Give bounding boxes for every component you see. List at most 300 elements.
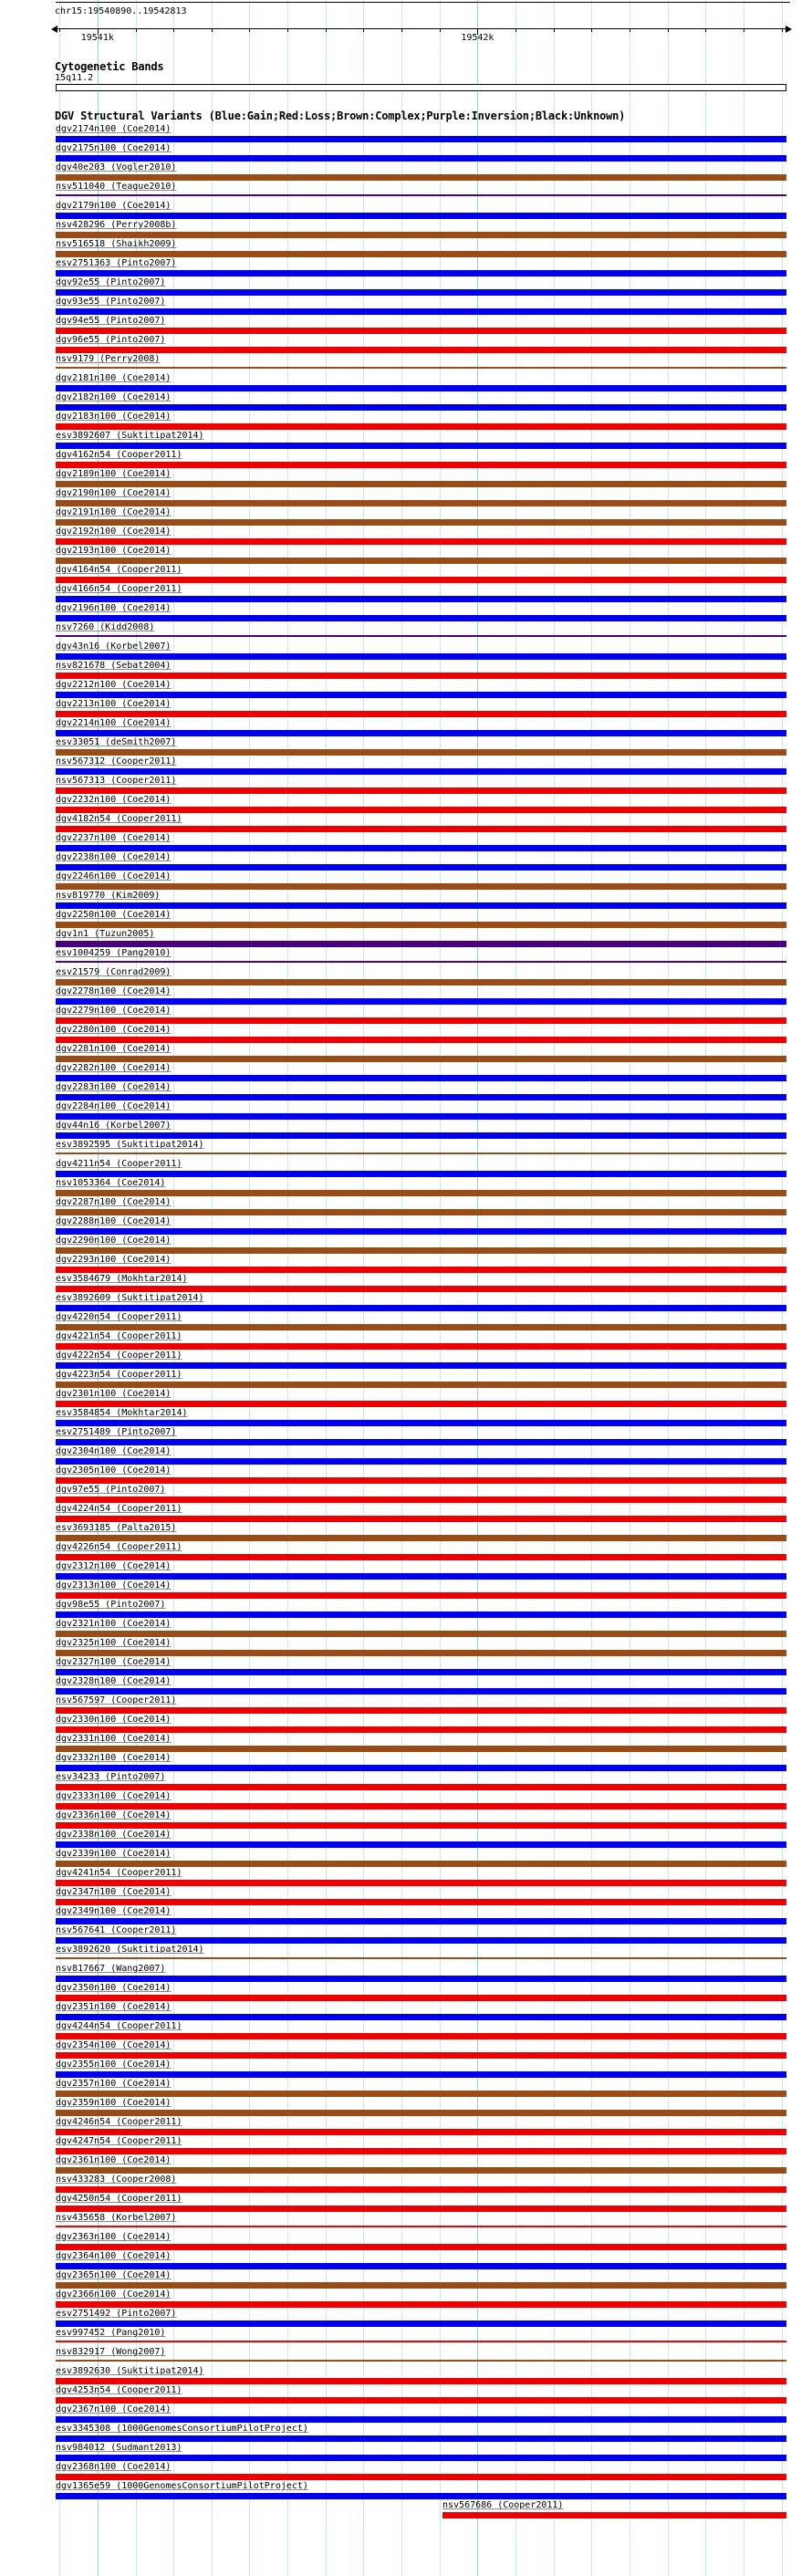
ruler-tick xyxy=(136,28,137,32)
variant-row xyxy=(0,353,812,372)
variant-row xyxy=(0,315,812,334)
variant-label[interactable]: dgv2364n100 (Coe2014) xyxy=(56,2251,172,2261)
variant-bar-loss[interactable] xyxy=(56,1803,786,1809)
variant-label[interactable]: dgv4211n54 (Cooper2011) xyxy=(56,1159,182,1169)
variant-bar-loss[interactable] xyxy=(56,1037,786,1043)
variant-label[interactable]: nsv516518 (Shaikh2009) xyxy=(56,239,177,249)
variant-bar-gain[interactable] xyxy=(56,1132,786,1139)
variant-row xyxy=(0,1388,812,1407)
variant-row xyxy=(0,832,812,851)
variant-bar-complex[interactable] xyxy=(56,500,786,506)
variant-label[interactable]: esv3345308 (1000GenomesConsortiumPilotProject) xyxy=(56,2424,308,2434)
variant-label[interactable]: dgv2191n100 (Coe2014) xyxy=(56,507,172,517)
variant-label[interactable]: dgv2367n100 (Coe2014) xyxy=(56,2404,172,2414)
variant-row xyxy=(0,276,812,296)
variant-row xyxy=(0,1580,812,1599)
variant-label[interactable]: dgv2339n100 (Coe2014) xyxy=(56,1849,172,1859)
variant-label[interactable]: dgv2327n100 (Coe2014) xyxy=(56,1657,172,1667)
variant-label[interactable]: dgv93e55 (Pinto2007) xyxy=(56,297,166,307)
variant-label[interactable]: dgv2361n100 (Coe2014) xyxy=(56,2155,172,2165)
variant-bar-loss[interactable] xyxy=(56,2052,786,2059)
variant-label[interactable]: dgv2312n100 (Coe2014) xyxy=(56,1561,172,1571)
variant-bar-complex[interactable] xyxy=(56,1209,786,1215)
variant-bar-gain[interactable] xyxy=(56,289,786,296)
variant-bar-inversion[interactable] xyxy=(56,635,786,637)
variant-bar-loss[interactable] xyxy=(56,1267,786,1273)
variant-row xyxy=(0,411,812,430)
variant-label[interactable]: esv3584854 (Mokhtar2014) xyxy=(56,1408,188,1418)
variant-bar-loss[interactable] xyxy=(56,2206,786,2212)
variant-bar-loss[interactable] xyxy=(56,2341,786,2342)
variant-row xyxy=(0,1982,812,2001)
variant-bar-gain[interactable] xyxy=(56,1937,786,1944)
variant-bar-loss[interactable] xyxy=(56,2148,786,2154)
variant-label[interactable]: nsv9179 (Perry2008) xyxy=(56,354,161,364)
variant-bar-gain[interactable] xyxy=(56,443,786,449)
variant-bar-loss[interactable] xyxy=(56,1401,786,1407)
variant-label[interactable]: nsv435658 (Korbel2007) xyxy=(56,2213,177,2223)
variant-label[interactable]: dgv2214n100 (Coe2014) xyxy=(56,718,172,728)
variant-label[interactable]: dgv4246n54 (Cooper2011) xyxy=(56,2117,182,2127)
variant-bar-complex[interactable] xyxy=(56,1056,786,1062)
variant-bar-loss[interactable] xyxy=(56,2033,786,2039)
variant-row xyxy=(0,1158,812,1177)
variant-row xyxy=(0,1407,812,1426)
variant-bar-gain[interactable] xyxy=(56,136,786,142)
variant-row xyxy=(0,641,812,660)
variant-label[interactable]: dgv2354n100 (Coe2014) xyxy=(56,2040,172,2050)
variant-bar-complex[interactable] xyxy=(56,1957,786,1959)
variant-bar-loss[interactable] xyxy=(56,2186,786,2193)
variant-bar-gain[interactable] xyxy=(56,864,786,871)
variant-bar-loss[interactable] xyxy=(56,1286,786,1292)
variant-bar-loss[interactable] xyxy=(56,462,786,468)
variant-label[interactable]: dgv2365n100 (Coe2014) xyxy=(56,2270,172,2280)
variant-label[interactable]: dgv2278n100 (Coe2014) xyxy=(56,986,172,996)
variant-label[interactable]: esv997452 (Pang2010) xyxy=(56,2328,166,2338)
variant-bar-gain[interactable] xyxy=(56,2416,786,2423)
variant-row xyxy=(0,2174,812,2193)
variant-label[interactable]: nsv7260 (Kidd2008) xyxy=(56,622,155,632)
variant-bar-loss[interactable] xyxy=(56,826,786,832)
variant-bar-gain[interactable] xyxy=(56,768,786,775)
variant-bar-gain[interactable] xyxy=(56,615,786,621)
variant-label[interactable]: dgv2196n100 (Coe2014) xyxy=(56,603,172,613)
variant-bar-gain[interactable] xyxy=(56,1611,786,1618)
variant-bar-loss[interactable] xyxy=(56,2474,786,2480)
variant-row xyxy=(0,1503,812,1522)
variant-bar-loss[interactable] xyxy=(56,1707,786,1714)
variant-label[interactable]: dgv4162n54 (Cooper2011) xyxy=(56,450,182,460)
variant-label[interactable]: dgv2212n100 (Coe2014) xyxy=(56,680,172,690)
variant-bar-loss[interactable] xyxy=(56,577,786,583)
ruler-tick-label: 19542k xyxy=(461,33,494,43)
variant-label[interactable]: esv3693185 (Palta2015) xyxy=(56,1523,177,1533)
variant-label[interactable]: nsv567312 (Cooper2011) xyxy=(56,756,177,767)
variant-label[interactable]: nsv1053364 (Coe2014) xyxy=(56,1178,166,1188)
variant-bar-loss[interactable] xyxy=(56,1822,786,1829)
variant-bar-complex[interactable] xyxy=(56,251,786,257)
variant-label[interactable]: nsv433283 (Cooper2008) xyxy=(56,2174,177,2185)
variant-bar-loss[interactable] xyxy=(56,1995,786,2001)
variant-label[interactable]: nsv428296 (Perry2008b) xyxy=(56,220,177,230)
variant-bar-loss[interactable] xyxy=(56,1784,786,1790)
variant-row xyxy=(0,1829,812,1848)
variant-label[interactable]: dgv2359n100 (Coe2014) xyxy=(56,2098,172,2108)
variant-bar-gain[interactable] xyxy=(56,2493,786,2499)
variant-label[interactable]: dgv2351n100 (Coe2014) xyxy=(56,2002,172,2012)
variant-label[interactable]: nsv984012 (Sudmant2013) xyxy=(56,2443,182,2453)
variant-bar-complex[interactable] xyxy=(56,883,786,890)
variant-row xyxy=(0,756,812,775)
variant-label[interactable]: esv33051 (deSmith2007) xyxy=(56,737,177,747)
variant-bar-gain[interactable] xyxy=(56,2014,786,2020)
variant-bar-loss[interactable] xyxy=(442,2512,786,2519)
variant-bar-complex[interactable] xyxy=(56,1861,786,1867)
variant-bar-complex[interactable] xyxy=(56,1190,786,1196)
variant-row xyxy=(0,1618,812,1637)
variant-label[interactable]: dgv2192n100 (Coe2014) xyxy=(56,527,172,537)
variant-bar-loss[interactable] xyxy=(56,423,786,430)
variant-bar-inversion[interactable] xyxy=(56,961,786,963)
variant-row xyxy=(0,2231,812,2250)
variant-bar-gain[interactable] xyxy=(56,404,786,411)
variant-label[interactable]: esv21579 (Conrad2009) xyxy=(56,967,172,977)
variant-bar-complex[interactable] xyxy=(56,2167,786,2174)
variant-bar-loss[interactable] xyxy=(56,711,786,717)
variant-row xyxy=(0,698,812,717)
variant-bar-gain[interactable] xyxy=(56,653,786,660)
variant-bar-loss[interactable] xyxy=(56,673,786,679)
variant-label[interactable]: dgv4220n54 (Cooper2011) xyxy=(56,1312,182,1322)
variant-label[interactable]: dgv40e203 (Vogler2010) xyxy=(56,162,177,172)
variant-label[interactable]: nsv821678 (Sebat2004) xyxy=(56,661,172,671)
variant-bar-loss[interactable] xyxy=(56,1017,786,1024)
variant-bar-gain[interactable] xyxy=(56,2320,786,2327)
variant-label[interactable]: dgv2355n100 (Coe2014) xyxy=(56,2060,172,2070)
variant-row xyxy=(0,296,812,315)
ruler-tick xyxy=(668,28,669,32)
variant-label[interactable]: esv1004259 (Pang2010) xyxy=(56,948,172,958)
variant-label[interactable]: dgv2182n100 (Coe2014) xyxy=(56,392,172,402)
variant-bar-gain[interactable] xyxy=(56,270,786,276)
variant-bar-complex[interactable] xyxy=(56,1746,786,1752)
variant-label[interactable]: dgv2301n100 (Coe2014) xyxy=(56,1389,172,1399)
ruler-tick xyxy=(705,28,706,32)
variant-label[interactable]: dgv4221n54 (Cooper2011) xyxy=(56,1331,182,1341)
variant-bar-gain[interactable] xyxy=(56,692,786,698)
variant-bar-complex[interactable] xyxy=(56,174,786,181)
variant-label[interactable]: dgv2279n100 (Coe2014) xyxy=(56,1006,172,1016)
variant-row xyxy=(0,1522,812,1541)
variant-label[interactable]: dgv2284n100 (Coe2014) xyxy=(56,1101,172,1111)
variant-bar-gain[interactable] xyxy=(56,1765,786,1771)
variant-row xyxy=(0,181,812,200)
variant-bar-complex[interactable] xyxy=(56,1324,786,1330)
variant-label[interactable]: dgv2357n100 (Coe2014) xyxy=(56,2079,172,2089)
variant-label[interactable]: dgv2213n100 (Coe2014) xyxy=(56,699,172,709)
variant-row xyxy=(0,1139,812,1158)
variant-row xyxy=(0,430,812,449)
variant-bar-loss[interactable] xyxy=(56,2226,786,2227)
variant-bar-loss[interactable] xyxy=(56,2301,786,2308)
variant-label[interactable]: dgv2321n100 (Coe2014) xyxy=(56,1619,172,1629)
variant-bar-gain[interactable] xyxy=(56,1688,786,1695)
variant-bar-gain[interactable] xyxy=(56,2071,786,2078)
variant-bar-complex[interactable] xyxy=(56,1382,786,1388)
variant-row xyxy=(0,391,812,411)
variant-bar-gain[interactable] xyxy=(56,1420,786,1426)
variant-bar-complex[interactable] xyxy=(56,481,786,487)
variant-label[interactable]: dgv96e55 (Pinto2007) xyxy=(56,335,166,345)
variant-label[interactable]: dgv2183n100 (Coe2014) xyxy=(56,412,172,422)
variant-label[interactable]: dgv2290n100 (Coe2014) xyxy=(56,1236,172,1246)
variant-row xyxy=(0,1311,812,1330)
variant-label[interactable]: nsv567686 (Cooper2011) xyxy=(442,2500,564,2510)
variant-label[interactable]: dgv2313n100 (Coe2014) xyxy=(56,1580,172,1590)
variant-row xyxy=(0,2480,812,2499)
variant-label[interactable]: dgv2330n100 (Coe2014) xyxy=(56,1715,172,1725)
variant-label[interactable]: dgv2338n100 (Coe2014) xyxy=(56,1830,172,1840)
variant-bar-complex[interactable] xyxy=(56,979,786,986)
variant-label[interactable]: esv2751363 (Pinto2007) xyxy=(56,258,177,268)
variant-label[interactable]: dgv2368n100 (Coe2014) xyxy=(56,2462,172,2472)
variant-bar-loss[interactable] xyxy=(56,1516,786,1522)
variant-label[interactable]: dgv94e55 (Pinto2007) xyxy=(56,316,166,326)
variant-bar-gain[interactable] xyxy=(56,845,786,851)
variant-row xyxy=(0,602,812,621)
variant-label[interactable]: dgv4224n54 (Cooper2011) xyxy=(56,1504,182,1514)
variant-bar-inversion[interactable] xyxy=(56,194,786,196)
variant-label[interactable]: esv3892609 (Suktitipat2014) xyxy=(56,1293,204,1303)
variant-bar-gain[interactable] xyxy=(56,2263,786,2269)
variant-label[interactable]: dgv2331n100 (Coe2014) xyxy=(56,1734,172,1744)
variant-bar-complex[interactable] xyxy=(56,1631,786,1637)
variant-label[interactable]: dgv98e55 (Pinto2007) xyxy=(56,1600,166,1610)
variant-label[interactable]: dgv2189n100 (Coe2014) xyxy=(56,469,172,479)
variant-bar-gain[interactable] xyxy=(56,1573,786,1580)
variant-bar-loss[interactable] xyxy=(56,2244,786,2250)
variant-label[interactable]: nsv567597 (Cooper2011) xyxy=(56,1695,177,1705)
variant-label[interactable]: dgv4223n54 (Cooper2011) xyxy=(56,1370,182,1380)
variant-row xyxy=(0,1024,812,1043)
variant-bar-loss[interactable] xyxy=(56,1592,786,1599)
variant-row xyxy=(0,1541,812,1560)
variant-bar-gain[interactable] xyxy=(56,1171,786,1177)
variant-label[interactable]: dgv2175n100 (Coe2014) xyxy=(56,143,172,153)
variant-label[interactable]: dgv2237n100 (Coe2014) xyxy=(56,833,172,843)
variant-label[interactable]: nsv832917 (Wong2007) xyxy=(56,2347,166,2357)
variant-bar-loss[interactable] xyxy=(56,347,786,353)
variant-label[interactable]: dgv2288n100 (Coe2014) xyxy=(56,1216,172,1226)
variant-label[interactable]: esv3892620 (Suktitipat2014) xyxy=(56,1945,204,1955)
variant-bar-gain[interactable] xyxy=(56,2455,786,2461)
variant-bar-loss[interactable] xyxy=(56,2397,786,2404)
variant-bar-gain[interactable] xyxy=(56,1669,786,1675)
variant-row xyxy=(0,257,812,276)
variant-label[interactable]: dgv2282n100 (Coe2014) xyxy=(56,1063,172,1073)
variant-bar-complex[interactable] xyxy=(56,1650,786,1656)
variant-label[interactable]: dgv2287n100 (Coe2014) xyxy=(56,1197,172,1207)
variant-label[interactable]: dgv4241n54 (Cooper2011) xyxy=(56,1868,182,1878)
variant-bar-complex[interactable] xyxy=(56,1247,786,1254)
variant-label[interactable]: nsv567313 (Cooper2011) xyxy=(56,776,177,786)
ruler-tick xyxy=(326,28,327,32)
variant-bar-loss[interactable] xyxy=(56,1899,786,1905)
cytoband-name[interactable]: 15q11.2 xyxy=(55,73,94,83)
variant-bar-gain[interactable] xyxy=(56,1094,786,1100)
variant-row xyxy=(0,219,812,238)
variant-label[interactable]: dgv2246n100 (Coe2014) xyxy=(56,871,172,881)
variant-label[interactable]: dgv2250n100 (Coe2014) xyxy=(56,910,172,920)
variant-label[interactable]: dgv44n16 (Korbel2007) xyxy=(56,1121,172,1131)
variant-bar-gain[interactable] xyxy=(56,730,786,736)
variant-label[interactable]: dgv2281n100 (Coe2014) xyxy=(56,1044,172,1054)
variant-label[interactable]: dgv2333n100 (Coe2014) xyxy=(56,1791,172,1801)
variant-label[interactable]: dgv4166n54 (Cooper2011) xyxy=(56,584,182,594)
variant-label[interactable]: dgv2347n100 (Coe2014) xyxy=(56,1887,172,1897)
variant-bar-gain[interactable] xyxy=(56,1305,786,1311)
variant-label[interactable]: dgv2179n100 (Coe2014) xyxy=(56,201,172,211)
variant-label[interactable]: dgv2174n100 (Coe2014) xyxy=(56,124,172,134)
variant-bar-gain[interactable] xyxy=(56,1841,786,1848)
variant-bar-complex[interactable] xyxy=(56,367,786,369)
variant-label[interactable]: esv2751492 (Pinto2007) xyxy=(56,2309,177,2319)
variant-bar-loss[interactable] xyxy=(56,1497,786,1503)
variant-row xyxy=(0,1809,812,1829)
variant-row xyxy=(0,564,812,583)
variant-bar-loss[interactable] xyxy=(56,328,786,334)
variant-label[interactable]: esv3584679 (Mokhtar2014) xyxy=(56,1274,188,1284)
variant-label[interactable]: dgv4244n54 (Cooper2011) xyxy=(56,2021,182,2031)
variant-bar-gain[interactable] xyxy=(56,155,786,162)
variant-bar-loss[interactable] xyxy=(56,1880,786,1886)
variant-bar-loss[interactable] xyxy=(56,807,786,813)
variant-row xyxy=(0,890,812,909)
variant-bar-inversion[interactable] xyxy=(56,941,786,947)
variant-label[interactable]: dgv2325n100 (Coe2014) xyxy=(56,1638,172,1648)
variant-label[interactable]: nsv819770 (Kim2009) xyxy=(56,891,161,901)
variant-label[interactable]: dgv2304n100 (Coe2014) xyxy=(56,1446,172,1456)
variant-bar-loss[interactable] xyxy=(56,787,786,794)
variant-bar-gain[interactable] xyxy=(56,1362,786,1369)
variant-bar-loss[interactable] xyxy=(56,1477,786,1484)
variant-bar-gain[interactable] xyxy=(56,1918,786,1924)
variant-bar-gain[interactable] xyxy=(56,385,786,391)
variant-bar-gain[interactable] xyxy=(56,1439,786,1445)
ruler-tick xyxy=(212,28,213,32)
variant-label[interactable]: dgv2181n100 (Coe2014) xyxy=(56,373,172,383)
cytoband-glyph[interactable] xyxy=(56,84,786,91)
variant-label[interactable]: dgv2366n100 (Coe2014) xyxy=(56,2289,172,2300)
variant-bar-complex[interactable] xyxy=(56,519,786,526)
variant-bar-loss[interactable] xyxy=(56,2378,786,2384)
variant-label[interactable]: dgv2363n100 (Coe2014) xyxy=(56,2232,172,2242)
variant-bar-complex[interactable] xyxy=(56,2282,786,2289)
variant-bar-complex[interactable] xyxy=(56,2360,786,2362)
variant-label[interactable]: esv3892630 (Suktitipat2014) xyxy=(56,2366,204,2376)
variant-bar-loss[interactable] xyxy=(56,1726,786,1733)
variant-label[interactable]: dgv2193n100 (Coe2014) xyxy=(56,546,172,556)
variant-label[interactable]: dgv2190n100 (Coe2014) xyxy=(56,488,172,498)
variant-label[interactable]: dgv97e55 (Pinto2007) xyxy=(56,1485,166,1495)
variant-bar-gain[interactable] xyxy=(56,902,786,909)
variant-label[interactable]: dgv1n1 (Tuzun2005) xyxy=(56,929,155,939)
variant-label[interactable]: esv3892595 (Suktitipat2014) xyxy=(56,1140,204,1150)
variant-bar-complex[interactable] xyxy=(56,2110,786,2116)
variant-label[interactable]: dgv2328n100 (Coe2014) xyxy=(56,1676,172,1686)
variant-label[interactable]: dgv4164n54 (Cooper2011) xyxy=(56,565,182,575)
variant-row xyxy=(0,1177,812,1196)
variant-label[interactable]: dgv4222n54 (Cooper2011) xyxy=(56,1351,182,1361)
variant-label[interactable]: dgv4250n54 (Cooper2011) xyxy=(56,2194,182,2204)
variant-bar-complex[interactable] xyxy=(56,749,786,756)
variant-label[interactable]: dgv2232n100 (Coe2014) xyxy=(56,795,172,805)
variant-label[interactable]: dgv2336n100 (Coe2014) xyxy=(56,1810,172,1820)
variant-bar-loss[interactable] xyxy=(56,2129,786,2135)
variant-label[interactable]: dgv2349n100 (Coe2014) xyxy=(56,1906,172,1916)
variant-bar-gain[interactable] xyxy=(56,2435,786,2442)
ruler-tick xyxy=(401,28,402,32)
variant-bar-gain[interactable] xyxy=(56,308,786,315)
variant-label[interactable]: dgv2305n100 (Coe2014) xyxy=(56,1465,172,1476)
variant-row xyxy=(0,1637,812,1656)
variant-bar-gain[interactable] xyxy=(56,213,786,219)
variant-row xyxy=(0,1330,812,1350)
variant-label[interactable]: esv2751489 (Pinto2007) xyxy=(56,1427,177,1437)
variant-label[interactable]: dgv2350n100 (Coe2014) xyxy=(56,1983,172,1993)
variant-bar-loss[interactable] xyxy=(56,538,786,545)
variant-bar-complex[interactable] xyxy=(56,1152,786,1154)
variant-bar-complex[interactable] xyxy=(56,558,786,564)
variant-bar-gain[interactable] xyxy=(56,1228,786,1235)
variant-bar-complex[interactable] xyxy=(56,922,786,928)
variant-label[interactable]: dgv2280n100 (Coe2014) xyxy=(56,1025,172,1035)
variant-bar-gain[interactable] xyxy=(56,1976,786,1982)
variant-bar-gain[interactable] xyxy=(56,596,786,602)
variant-label[interactable]: dgv43n16 (Korbel2007) xyxy=(56,641,172,652)
variant-label[interactable]: dgv2332n100 (Coe2014) xyxy=(56,1753,172,1763)
variant-bar-loss[interactable] xyxy=(56,1343,786,1350)
variant-label[interactable]: esv34233 (Pinto2007) xyxy=(56,1772,166,1782)
variant-label[interactable]: esv3892607 (Suktitipat2014) xyxy=(56,431,204,441)
variant-bar-complex[interactable] xyxy=(56,232,786,238)
variant-bar-gain[interactable] xyxy=(56,1113,786,1120)
variant-label[interactable]: nsv511040 (Teague2010) xyxy=(56,182,177,192)
variant-label[interactable]: dgv1365e59 (1000GenomesConsortiumPilotProject) xyxy=(56,2481,308,2491)
variant-bar-loss[interactable] xyxy=(56,1554,786,1560)
variant-label[interactable]: dgv2293n100 (Coe2014) xyxy=(56,1255,172,1265)
variant-bar-gain[interactable] xyxy=(56,1458,786,1465)
variant-label[interactable]: dgv4253n54 (Cooper2011) xyxy=(56,2385,182,2395)
variant-label[interactable]: dgv4182n54 (Cooper2011) xyxy=(56,814,182,824)
variant-row xyxy=(0,2308,812,2327)
variant-label[interactable]: nsv567641 (Cooper2011) xyxy=(56,1925,177,1935)
variant-label[interactable]: dgv2238n100 (Coe2014) xyxy=(56,852,172,862)
variant-bar-gain[interactable] xyxy=(56,998,786,1005)
variant-label[interactable]: dgv4247n54 (Cooper2011) xyxy=(56,2136,182,2146)
variant-label[interactable]: dgv2283n100 (Coe2014) xyxy=(56,1082,172,1092)
variant-row xyxy=(0,1081,812,1100)
variant-bar-complex[interactable] xyxy=(56,1535,786,1541)
variant-bar-gain[interactable] xyxy=(56,1075,786,1081)
variant-row xyxy=(0,2442,812,2461)
variant-label[interactable]: dgv4226n54 (Cooper2011) xyxy=(56,1542,182,1552)
variant-label[interactable]: dgv92e55 (Pinto2007) xyxy=(56,277,166,287)
variant-label[interactable]: nsv817667 (Wang2007) xyxy=(56,1964,166,1974)
variant-bar-complex[interactable] xyxy=(56,2091,786,2097)
ruler-tick xyxy=(591,28,592,32)
